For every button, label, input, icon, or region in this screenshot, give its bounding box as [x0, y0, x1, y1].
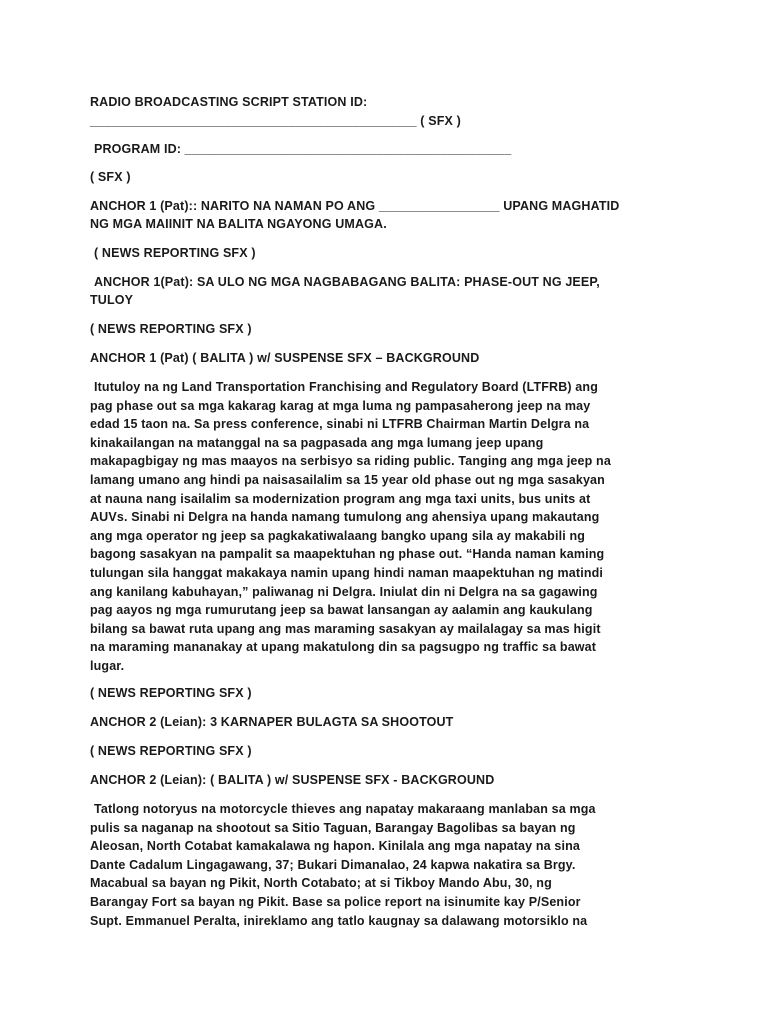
script-title-line: RADIO BROADCASTING SCRIPT STATION ID:	[90, 95, 368, 109]
story-1-line: AUVs. Sinabi ni Delgra na handa namang tumulong ang ahensiya upang makautang	[90, 510, 600, 525]
story-2-line: Tatlong notoryus na motorcycle thieves ang napatay makaraang manlaban sa mga	[94, 802, 596, 816]
story-1-line: makapagbigay ng mas maayos na serbisyo sa riding public. Tanging ang mga jeep na	[90, 454, 611, 469]
story-2-line: Supt. Emmanuel Peralta, inireklamo ang tatlo kaugnay sa dalawang motorsiklo na	[90, 913, 588, 928]
story-1-body	[90, 378, 682, 676]
story-1-line: tulungan sila hanggat makakaya namin upang hindi naman maapektuhan ng matindi	[90, 565, 604, 580]
headline-1-line-2: TULOY	[90, 293, 134, 307]
news-reporting-sfx-cue: ( NEWS REPORTING SFX )	[94, 246, 256, 260]
story-1-line: ang kanilang kabuhayan,” paliwanag ni Delgra. Iniulat din ni Delgra na sa gagawing	[90, 584, 598, 599]
story-1-line: bagong sasakyan na pampalit sa maapektuhan ng phase out. “Handa naman kaming	[90, 547, 605, 562]
news-reporting-sfx-cue: ( NEWS REPORTING SFX )	[90, 744, 252, 758]
news-reporting-sfx-cue: ( NEWS REPORTING SFX )	[90, 322, 252, 336]
story-2-line: pulis sa naganap na shootout sa Sitio Taguan, Barangay Bagolibas sa bayan ng	[90, 820, 576, 835]
story-1-line: at nauna nang isailalim sa modernization program ang mga taxi units, bus units at	[90, 491, 591, 506]
sfx-cue: ( SFX )	[90, 170, 131, 184]
anchor-intro-line-2: NG MGA MAIINIT NA BALITA NGAYONG UMAGA.	[90, 217, 387, 231]
story-1-line: kinakailangan na matanggal na sa pagpasada ang mga lumang jeep upang	[90, 435, 544, 450]
station-id-blank-line: ______________________________________________ ( SFX )	[90, 114, 461, 128]
headline-1-line-1: ANCHOR 1(Pat): SA ULO NG MGA NAGBABAGANG BALITA: PHASE-OUT NG JEEP,	[94, 275, 600, 289]
story-2-line: Aleosan, North Cotabat kamakalawa ng hapon. Kinilala ang mga napatay na sina	[90, 839, 580, 854]
story-1-line: pag phase out sa mga kakarag karag at mga luma ng pampasaherong jeep na may	[90, 398, 591, 413]
headline-2: ANCHOR 2 (Leian): 3 KARNAPER BULAGTA SA SHOOTOUT	[90, 715, 454, 729]
story-1-line: pag aayos ng mga rumurutang jeep sa bawat lansangan ay aalamin ang kaukulang	[90, 603, 593, 618]
story-1-line: na maraming mananakay at upang makatulong din sa pagsugpo ng traffic sa bawat	[90, 640, 597, 655]
program-id-line: PROGRAM ID: ______________________________________________	[94, 142, 512, 156]
story-2-line: Barangay Fort sa bayan ng Pikit. Base sa police report na isinumite kay P/Senior	[90, 894, 581, 909]
story-2-body	[90, 800, 682, 930]
story-2-line: Macabual sa bayan ng Pikit, North Cotabato; at si Tikboy Mando Abu, 30, ng	[90, 876, 552, 891]
story-1-line: ang mga operator ng jeep sa pagkakatiwalaang bangko upang sila ay makabili ng	[90, 528, 586, 543]
story-1-cue: ANCHOR 1 (Pat) ( BALITA ) w/ SUSPENSE SFX – BACKGROUND	[90, 351, 480, 365]
story-1-line: Itutuloy na ng Land Transportation Franchising and Regulatory Board (LTFRB) ang	[94, 380, 598, 394]
story-1-line: lugar.	[90, 658, 125, 673]
story-2-cue: ANCHOR 2 (Leian): ( BALITA ) w/ SUSPENSE SFX - BACKGROUND	[90, 773, 495, 787]
story-2-line: Dante Cadalum Lingagawang, 37; Bukari Dimanalao, 24 kapwa nakatira sa Brgy.	[90, 857, 576, 872]
news-reporting-sfx-cue: ( NEWS REPORTING SFX )	[90, 686, 252, 700]
story-1-line: lamang umano ang hindi pa naisasailalim sa 15 year old phase out ng mga sasakyan	[90, 472, 605, 487]
story-1-line: edad 15 taon na. Sa press conference, sinabi ni LTFRB Chairman Martin Delgra na	[90, 417, 590, 432]
anchor-intro-line-1: ANCHOR 1 (Pat):: NARITO NA NAMAN PO ANG _________________ UPANG MAGHATID	[90, 199, 620, 213]
story-1-line: bilang sa bawat ruta upang ang mas maraming sasakyan ay mailalagay sa mas higit	[90, 621, 601, 636]
